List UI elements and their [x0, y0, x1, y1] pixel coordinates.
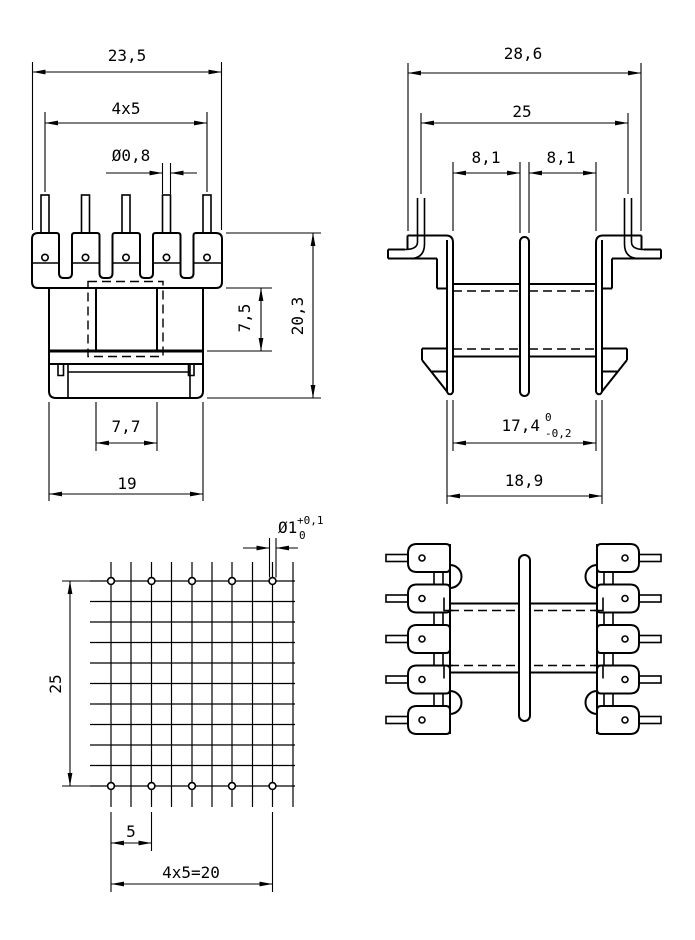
dim-side-flange-width-label: 18,9: [504, 471, 544, 490]
dim-side-core-window-tol-upper: 0: [545, 411, 552, 424]
dim-side-chamber-right-label: 8,1: [546, 148, 576, 167]
dim-side-pin-row-spacing-label: 25: [512, 102, 532, 121]
dim-front-pin-pitch-label: 4x5: [111, 99, 141, 118]
side-dim-pin-row-spacing: [421, 102, 628, 194]
side-center-partition: [520, 237, 529, 396]
dim-hole-pitch: [111, 812, 152, 892]
side-view: [388, 44, 661, 504]
top-terminal-pins-left: [386, 555, 410, 724]
front-dim-slot-width: [96, 402, 157, 451]
dim-row-spacing: [46, 581, 92, 786]
dim-hole-diameter-label: Ø1: [278, 518, 298, 537]
front-body: [49, 282, 203, 399]
side-dim-chambers: [453, 148, 596, 233]
dim-hole-diameter-tol-lower: 0: [299, 529, 306, 542]
top-view: [386, 544, 661, 734]
front-hidden-window: [88, 282, 163, 357]
dim-hole-diameter-tol-upper: +0,1: [297, 514, 324, 527]
top-terminal-tabs-right: [597, 544, 639, 734]
dim-front-winding-height-label: 7,5: [235, 303, 254, 333]
dim-front-overall-width-label: 23,5: [107, 46, 147, 65]
dim-hole-pitch-total-label: 4x5=20: [162, 863, 220, 882]
side-winding-area: [453, 237, 596, 396]
dim-front-overall-height-label: 20,3: [288, 296, 307, 336]
dim-front-pin-diameter-label: Ø0,8: [111, 146, 151, 165]
dim-front-slot-width-label: 7,7: [111, 417, 141, 436]
dim-side-overall-width-label: 28,6: [503, 44, 543, 63]
front-pins: [41, 195, 211, 233]
side-dim-core-window: [453, 400, 596, 451]
top-terminal-pins-right: [637, 555, 661, 724]
dim-hole-pitch-label: 5: [126, 822, 136, 841]
dim-side-chamber-left-label: 8,1: [471, 148, 501, 167]
side-left-flange: [388, 198, 453, 394]
dim-front-base-width-label: 19: [117, 474, 137, 493]
dim-side-core-window-label: 17,4: [501, 416, 540, 435]
dim-row-spacing-label: 25: [46, 674, 65, 694]
top-center-partition: [519, 555, 530, 721]
front-terminal-comb: [32, 233, 222, 288]
front-view: [32, 46, 321, 501]
front-dim-overall-height: [207, 233, 321, 398]
dim-side-core-window-tol-lower: -0,2: [545, 427, 572, 440]
front-dim-pin-diameter: [106, 146, 197, 194]
hole-grid: [90, 562, 295, 807]
top-terminal-tabs-left: [408, 544, 450, 734]
side-right-flange: [596, 198, 661, 394]
front-dim-winding-height: [207, 288, 272, 351]
hole-pattern-view: [46, 514, 324, 892]
dim-hole-diameter: [243, 514, 324, 578]
side-dim-overall-width: [408, 44, 641, 231]
